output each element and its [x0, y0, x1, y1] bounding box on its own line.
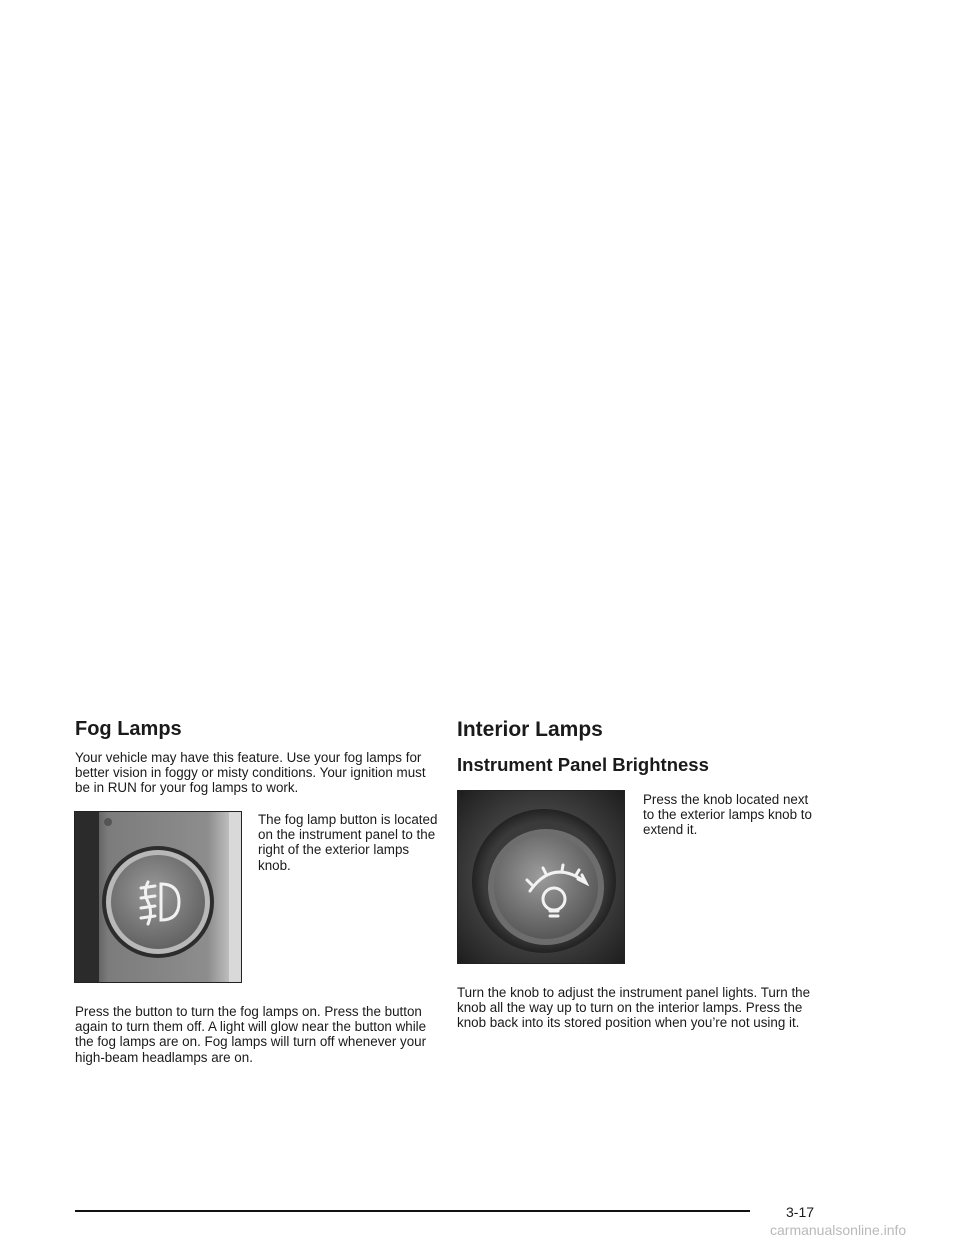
knob-extend-text: Press the knob located next to the exterior lamps knob to extend it.	[643, 792, 812, 838]
instrument-panel-brightness-heading: Instrument Panel Brightness	[457, 754, 709, 775]
fog-lamp-icon	[75, 812, 241, 982]
knob-adjust-text: Turn the knob to adjust the instrument panel lights. Turn the knob all the way up to turn on the interior lamps. Press the knob back into its stored position when you’re not using it.	[457, 985, 811, 1031]
fog-lamps-intro: Your vehicle may have this feature. Use your fog lamps for better vision in foggy or misty conditions. Your ignition must be in RUN for your fog lamps to work.	[75, 750, 426, 796]
fog-lamp-button-photo	[74, 811, 242, 983]
fog-lamps-operation-text: Press the button to turn the fog lamps on. Press the button again to turn them off. A light will glow near the button while the fog lamps are on. Fog lamps will turn off whenever your high-beam headlamps are on.	[75, 1004, 427, 1065]
footer-rule	[75, 1210, 750, 1212]
page-number: 3-17	[786, 1204, 815, 1220]
dimmer-knob-photo	[457, 790, 625, 964]
fog-lamp-location-text: The fog lamp button is located on the instrument panel to the right of the exterior lamps knob.	[258, 812, 438, 873]
watermark: carmanualsonline.info	[770, 1222, 907, 1238]
dimmer-bulb-icon	[458, 791, 624, 963]
fog-lamps-heading: Fog Lamps	[75, 718, 182, 740]
interior-lamps-heading: Interior Lamps	[457, 718, 603, 741]
